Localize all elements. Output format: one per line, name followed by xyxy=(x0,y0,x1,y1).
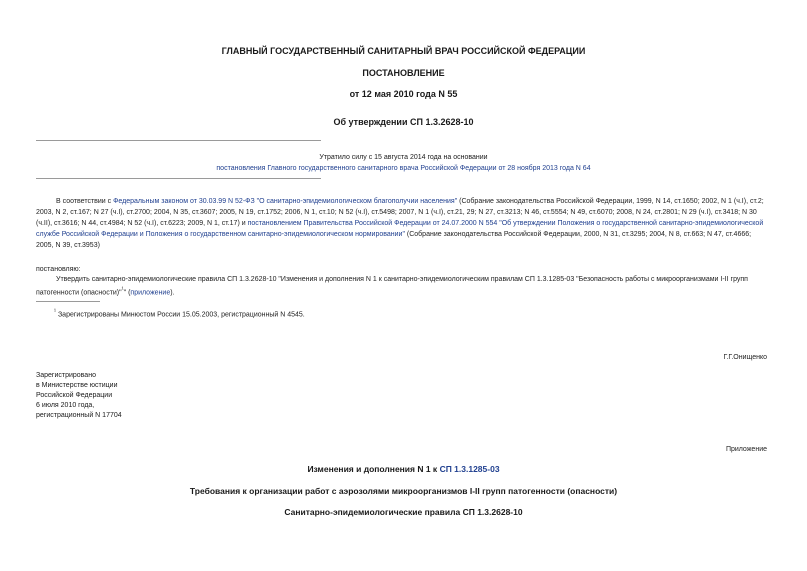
appendix-title-prefix: Изменения и дополнения N 1 к xyxy=(307,464,440,474)
registration-line: Зарегистрировано xyxy=(36,372,96,379)
appendix-rules: Санитарно-эпидемиологические правила СП 1.3.2628-10 xyxy=(284,507,523,517)
sp-1-3-1285-03-link[interactable]: СП 1.3.1285-03 xyxy=(439,464,500,474)
preamble-text-3: (Собрание законодательства Российской Федерации, 2000, N 31, ст.3295; 2004, N 8, ст.663; N 47, ст.4666; 2005, N 39, ст.3953) xyxy=(36,231,752,249)
footnote-text: Зарегистрированы Минюстом России 15.05.2003, регистрационный N 4545. xyxy=(56,311,305,319)
signature-name: Г.Г.Онищенко xyxy=(723,354,767,361)
divider-top xyxy=(36,140,321,141)
document-date-number: от 12 мая 2010 года N 55 xyxy=(349,89,458,99)
appendix-requirements: Требования к организации работ с аэрозолями микроорганизмов I-II групп патогенности (опасности) xyxy=(189,486,618,496)
document-subject: Об утверждении СП 1.3.2628-10 xyxy=(333,117,474,127)
preamble-text-1: В соответствии с xyxy=(56,198,114,205)
appendix-link[interactable]: приложение xyxy=(130,289,171,297)
appendix-title xyxy=(0,464,807,474)
resolve-item-end: ). xyxy=(170,289,175,297)
footnote-mark: ¹ xyxy=(54,309,56,315)
registration-line: 6 июля 2010 года, xyxy=(36,402,95,409)
registration-line: регистрационный N 17704 xyxy=(36,412,122,419)
registration-block xyxy=(36,371,122,421)
resolve-label: постановляю: xyxy=(36,266,81,273)
status-line: Утратило силу с 15 августа 2014 года на основании xyxy=(319,154,488,161)
document-type: ПОСТАНОВЛЕНИЕ xyxy=(362,68,445,78)
government-decree-link[interactable]: постановлением Правительства Российской Федерации от 24.07.2000 N 554 "Об утверждении Положения о государственной санитарно-эпидемиологической службе Российской Федерации и Положения о государственном санитарно-эпидемиологическом нормировании" xyxy=(36,220,764,238)
authority-heading: ГЛАВНЫЙ ГОСУДАРСТВЕННЫЙ САНИТАРНЫЙ ВРАЧ РОССИЙСКОЙ ФЕДЕРАЦИИ xyxy=(221,46,586,56)
appendix-label: Приложение xyxy=(725,446,767,453)
registration-line: Российской Федерации xyxy=(36,392,113,399)
registration-line: в Министерстве юстиции xyxy=(36,382,118,389)
resolve-item-text: Утвердить санитарно-эпидемиологические правила СП 1.3.2628-10 "Изменения и дополнения N 1 к санитарно-эпидемиологическим правилам СП 1.3.1285-03 "Безопасность работы с микроорганизмами I-II групп патогенности (опасности)" xyxy=(36,276,748,297)
federal-law-link[interactable]: Федеральным законом от 30.03.99 N 52-ФЗ "О санитарно-эпидемиологическом благополучии населения" xyxy=(113,198,458,205)
preamble-paragraph xyxy=(36,196,770,251)
footnote xyxy=(54,307,305,320)
footnote-divider xyxy=(36,301,100,302)
resolve-item xyxy=(36,274,770,298)
footnote-reference[interactable]: ¹ xyxy=(121,287,124,293)
preamble-text-2: (Собрание законодательства Российской Федерации, 1999, N 14, ст.1650; 2002, N 1 (ч.I), ст.2; 2003, N 2, ст.167; N 27 (ч.I), ст.2700; 2004, N 35, ст.3607; 2005, N 19, ст.1752; 2006, N 1, ст.10; N 52 (ч.I), ст.5498; 2007, N 1 (ч.I), ст.21, 29; N 27, ст.3213; N 46, ст.5554; N 49, ст.6070; 2008, N 24, ст.2801; N 29 (ч.I), ст.3418; N 30 (ч.II), ст.3616; N 44, ст.4984; N 52 (ч.I), ст.6223; 2009, N 1, ст.17) и xyxy=(36,198,764,227)
divider-bottom xyxy=(36,178,321,179)
resolve-item-tail: " ( xyxy=(123,289,131,297)
status-link[interactable]: постановления Главного государственного санитарного врача Российской Федерации от 28 ноября 2013 года N 64 xyxy=(216,165,591,172)
